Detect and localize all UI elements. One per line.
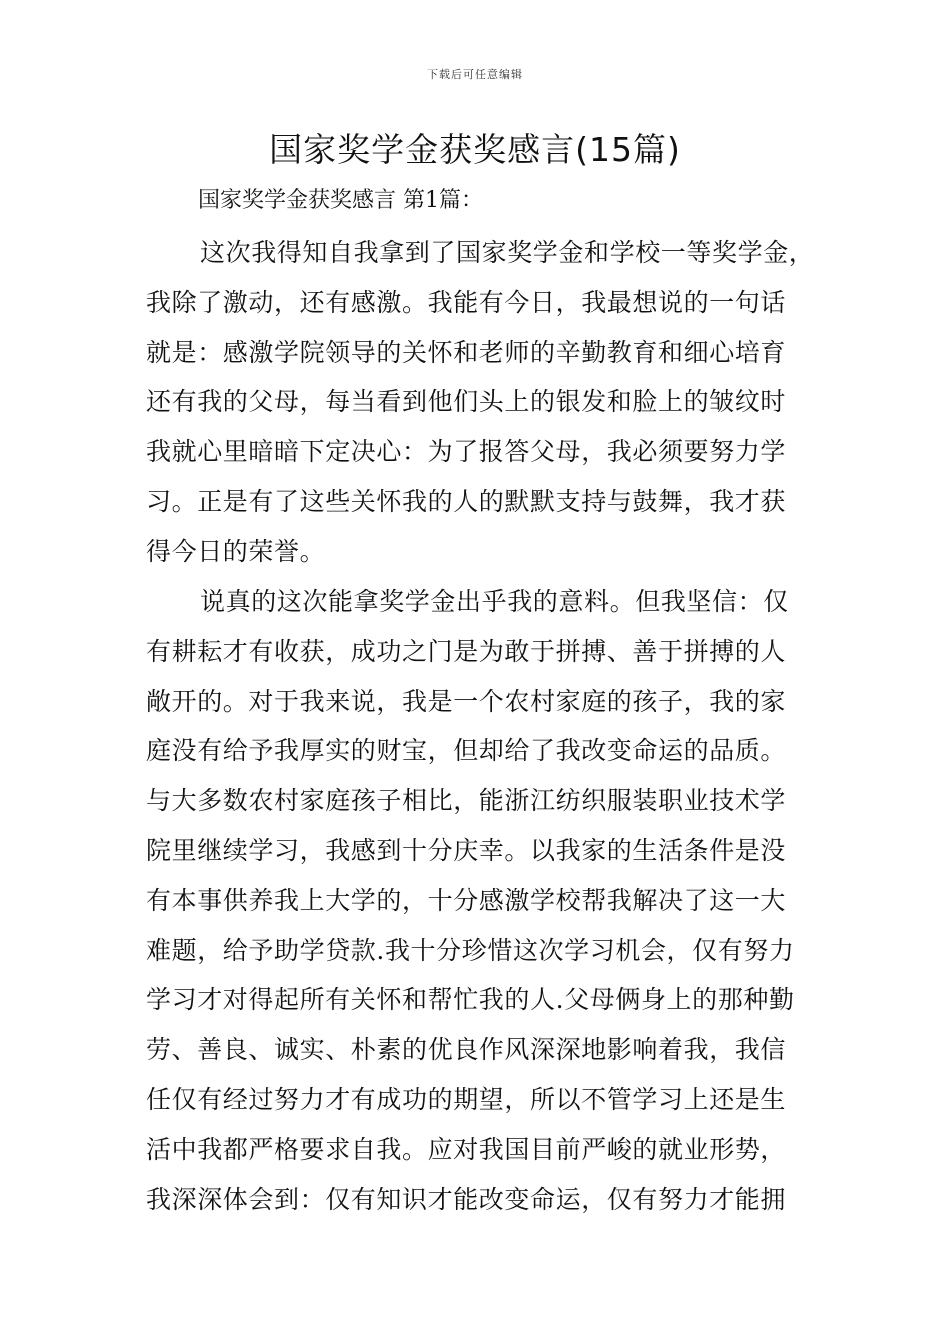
body-line: 还有我的父母，每当看到他们头上的银发和脸上的皱纹时 [146,387,787,416]
body-line: 有本事供养我上大学的，十分感激学校帮我解决了这一大 [146,886,787,915]
body-line: 得今日的荣誉。 [146,537,326,566]
header-note: 下载后可任意编辑 [427,68,523,81]
body-line: 敞开的。对于我来说，我是一个农村家庭的孩子，我的家 [146,687,787,716]
body-line: 院里继续学习，我感到十分庆幸。以我家的生活条件是没 [146,836,787,865]
body-line: 劳、善良、诚实、朴素的优良作风深深地影响着我，我信 [146,1035,787,1064]
body-line: 与大多数农村家庭孩子相比，能浙江纺织服装职业技术学 [146,786,787,815]
document-title: 国家奖学金获奖感言(15篇) [269,130,681,169]
body-line: 我除了激动，还有感激。我能有今日，我最想说的一句话 [146,288,787,317]
body-line: 活中我都严格要求自我。应对我国目前严峻的就业形势， [146,1135,787,1164]
body-line: 任仅有经过努力才有成功的期望，所以不管学习上还是生 [146,1085,787,1114]
section-subtitle: 国家奖学金获奖感言 第1篇： [198,188,483,213]
body-line: 难题，给予助学贷款.我十分珍惜这次学习机会，仅有努力 [146,936,795,965]
body-line: 我就心里暗暗下定决心：为了报答父母，我必须要努力学 [146,437,787,466]
body-line: 说真的这次能拿奖学金出乎我的意料。但我坚信：仅 [200,587,789,616]
body-line: 有耕耘才有收获，成功之门是为敢于拼搏、善于拼搏的人 [146,637,787,666]
body-line: 学习才对得起所有关怀和帮忙我的人.父母俩身上的那种勤 [146,985,795,1014]
body-line: 我深深体会到：仅有知识才能改变命运，仅有努力才能拥 [146,1185,787,1214]
body-line: 庭没有给予我厚实的财宝，但却给了我改变命运的品质。 [146,736,787,765]
body-line: 就是：感激学院领导的关怀和老师的辛勤教育和细心培育 [146,338,787,367]
body-line: 习。正是有了这些关怀我的人的默默支持与鼓舞，我才获 [146,487,787,516]
body-line: 这次我得知自我拿到了国家奖学金和学校一等奖学金， [200,238,815,267]
